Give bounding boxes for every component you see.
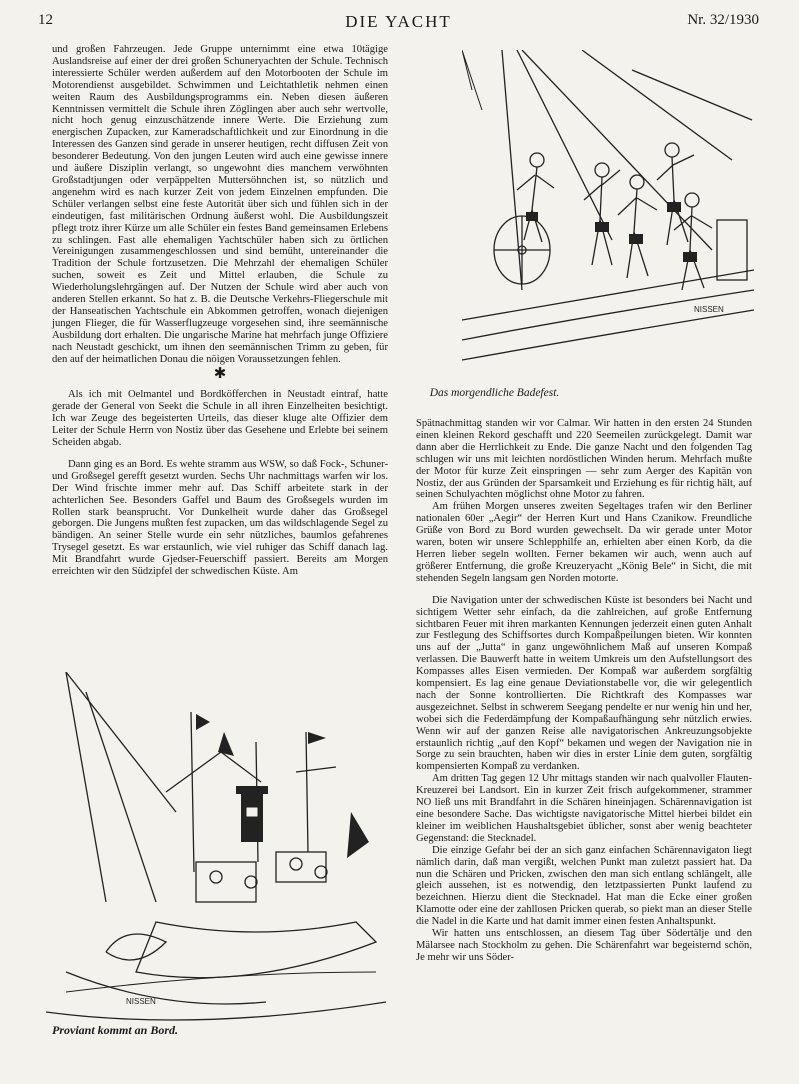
- paragraph: Am dritten Tag gegen 12 Uhr mittags standen wir nach qualvoller Flauten-Kreuzerei bei Landsort. Ein in kurzer Zeit frisch aufgekommener, strammer NO ließ uns mit Brandfahrt in die Schären hineinjagen. Schärennavigation ist eine besondere Sache. Das wichtigste navigatorische Mittel hierbei bildet ein kleiner im weiblichen Haushaltsgebiet üblicher, sonst aber wenig beachteter Gegenstand: die Stecknadel.: [416, 773, 752, 844]
- left-column: [52, 44, 388, 578]
- paragraph: Die Navigation unter der schwedischen Küste ist besonders bei Nacht und sichtigem Wetter sehr einfach, da die zahlreichen, auf große Entfernung sichtbaren Feuer mit ihren markanten Kennungen jederzeit einen guten Anhalt zur Festlegung des Schiffsortes durch Kompaßpeilungen bieten. Wir konnten uns auf der „Jutta“ in ganz ungewöhnlichem Maß auf unseren Kompaß verlassen. Die Bauwerft hatte in weitem Umkreis um den Aufstellungsort des Kompasses alles Eisen vermieden. Der Kompaß war außerdem sorgfältig kompensiert. Es lag eine genaue Deviationstabelle vor, die wir gelegentlich nach der Sonne kontrollierten. Die Richtkraft des Kompasses war ausgezeichnet. Selbst in schwerem Seegang pendelte er nur wenig hin und her, wobei sich die Federdämpfung der Kompaßaufhängung sehr nützlich erwies. Wenn wir auf der ganzen Reise alle navigatorischen Ankreuzungsobjekte erstaunlich richtig „auf den Kopf“ bekamen und wegen der Navigation nie in Sorge zu sein brauchten, haben wir dies in erster Linie dem guten, sorgfältig kompensierten Kompaß zu verdanken.: [416, 594, 752, 773]
- page-number: 12: [38, 12, 53, 28]
- paragraph: Dann ging es an Bord. Es wehte stramm aus WSW, so daß Fock-, Schuner- und Großsegel gerefft gesetzt wurden. Sechs Uhr nachmittags warfen wir los. Der Wind frischte immer mehr auf. Das Schiff arbeitete stark in der achterlichen See. Besonders Gaffel und Baum des Großsegels wurden im Rollen stark beansprucht. Vor Dunkelheit wurde daher das Großsegel geborgen. Die Jungens mußten fest zupacken, um das wildschlagende Segel zu bändigen. An seiner Stelle wurde ein sehr nützliches, baumlos gefahrenes Trysegel gesetzt. Es war erstaunlich, wie viel ruhiger das Schiff danach lag. Mit Brandfahrt wurde Gjedser-Feuerschiff passiert. Bereits am Morgen erreichten wir den Südzipfel der schwedischen Küste. Am: [52, 458, 388, 578]
- artist-signature: NISSEN: [694, 305, 724, 314]
- paragraph: Als ich mit Oelmantel und Bordköfferchen in Neustadt eintraf, hatte gerade der General von Seekt die Schule in all ihren Einzelheiten besichtigt. Ich war Zeuge des begeisterten Urteils, das dieser kluge alte Offizier dem Leiter der Schule Herrn von Nostiz über das Gesehene und Erlebte bei seinem Scheiden abgab.: [52, 389, 388, 448]
- paragraph: Die einzige Gefahr bei der an sich ganz einfachen Schärennavigaton liegt nämlich darin, daß man vergißt, welchen Punkt man zuletzt passiert hat. Da nun die Schären und Pricken, zwischen den man sich entlang schlängelt, alle gleich aussehen, ist es notwendig, den letztpassierten Punkt laufend zu bezeichnen. Hierzu dient die Stecknadel. Hat man die Ecke einer großen Klamotte oder eine der zahllosen Pricken querab, so piekt man an dieser Stelle die Nadel in die Karte und hat damit immer einen festen Anhaltspunkt.: [416, 844, 752, 928]
- page-header: [38, 12, 759, 34]
- provisions-drawing: [46, 672, 396, 1052]
- right-column: [416, 418, 752, 964]
- artist-signature: NISSEN: [126, 997, 156, 1006]
- illustration-provisions: [46, 672, 396, 1052]
- paragraph: Wir hatten uns entschlossen, an diesem Tag über Södertälje und den Mälarsee nach Stockholm zu gehen. Die Schärenfahrt war begeisternd schön, Je mehr wir uns Söder-: [416, 928, 752, 963]
- paragraph: und großen Fahrzeugen. Jede Gruppe unternimmt eine etwa 10tägige Auslandsreise auf einer der drei großen Schuneryachten der Schule. Technisch interessierte Schüler werden außerdem auf den Motorbooten der Schule im Motorendienst ausgebildet. Schwimmen und Leichtathletik nehmen einen weiten Raum des Ausbildungsprogramms ein. Neben diesen äußeren Kenntnissen vermittelt die Schule ihren Zöglingen aber auch sehr wertvolle, nicht hoch genug einzuschätzende innere Werte. Die Erziehung zum energischen Zupacken, zur Kameradschaftlichkeit und zur Einordnung in die Interessen des Ganzen sind gerade in unserer heutigen, recht diffusen Zeit von besonderer Bedeutung. Von den jungen Leuten wird auch eine gewisse innere und äußere Disziplin verlangt, so ungewohnt dies manchem verwöhnten Großstadtjungen oder verpäppelten Muttersöhnchen ist, so nützlich und angenehm wird es nach kurzer Zeit von jedem Einzelnen empfunden. Die Schüler verlangen selbst eine feste Autorität über sich und fühlen sich in der eindeutigen, fast militärischen Ordnung äußerst wohl. Die Ausbildungszeit pflegt trotz ihrer Kürze um alle Schüler ein festes Band gemeinsamen Erlebens zu schlingen. Fast alle ehemaligen Yachtschüler haben sich zu örtlichen Vereinigungen zusammengeschlossen und sind bemüht, untereinander die Tradition der Schule fortzusetzen. Die Mehrzahl der ehemaligen Schüler suchen, soweit es Zeit und Mittel erlauben, die Schule zu Wiederholungslehrgängen auf. Der Nutzen der Schule wird aber auch von anderen Stellen erkannt. So hat z. B. die Deutsche Verkehrs-Fliegerschule mit der Hanseatischen Yachtschule ein Abkommen getroffen, wonach diejenigen jungen Flieger, die für Wasserflugzeuge vorgesehen sind, ihre seemännische Ausbildung dort erhalten. Die ungarische Marine hat mehrfach junge Offiziere nach Neustadt geschickt, um ihnen den seemännischen Trimm zu geben, für den auf der heimatlichen Donau die nöigen Voraussetzungen fehlen.: [52, 44, 388, 365]
- paragraph: Spätnachmittag standen wir vor Calmar. Wir hatten in den ersten 24 Stunden einen kleinen Rekord geschafft und 220 Seemeilen zurückgelegt. Damit war dann aber die Herrlichkeit zu Ende. Die ganze Nacht und den folgenden Tag schlugen wir uns mit leichten nordöstlichen Winden herum. Mehrfach mußte der Motor für kurze Zeit einspringen — sehr zum Aerger des Kapitän von Nostiz, der aus Gründen der Sparsamkeit und Erziehung es für richtig hält, auf seinen Schulyachten möglichst ohne Motor zu fahren.: [416, 418, 752, 501]
- caption-provisions: Proviant kommt an Bord.: [52, 1023, 179, 1037]
- issue-number: Nr. 32/1930: [687, 12, 759, 28]
- bathing-drawing: [462, 50, 754, 380]
- section-separator: ✱: [213, 366, 227, 383]
- magazine-title: DIE YACHT: [345, 12, 452, 31]
- paragraph: Am frühen Morgen unseres zweiten Segeltages trafen wir den Berliner nationalen 60er „Aegir“ der Herren Kurt und Hans Czanikow. Freundliche Grüße von Bord zu Bord wurden gewechselt. Da wir gerade unter Motor waren, boten wir unsere Schlepphilfe an, erhielten aber einen Korb, da die Herren lieber segeln wollten. Ferner bekamen wir auch, wenn auch auf größerer Entfernung, die große Kreuzeryacht „König Bele“ in Sicht, die mit stehenden Segeln langsam gen Norden motorte.: [416, 501, 752, 584]
- illustration-bathing: [462, 50, 754, 380]
- caption-bathing: Das morgendliche Badefest.: [429, 387, 560, 399]
